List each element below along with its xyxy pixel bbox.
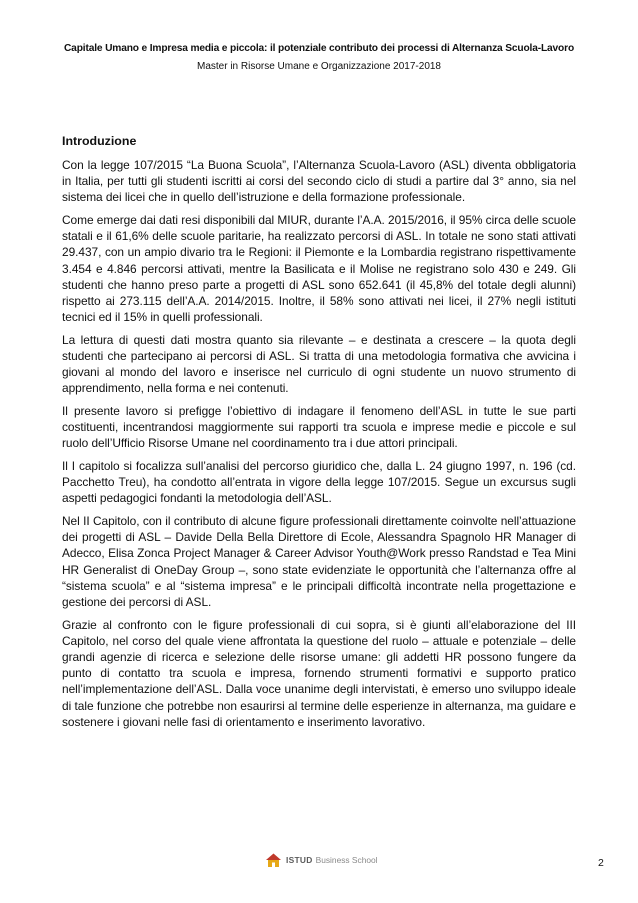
document-body — [62, 133, 576, 736]
section-heading: Introduzione — [62, 134, 137, 148]
paragraph-2: Come emerge dai dati resi disponibili dal MIUR, durante l’A.A. 2015/2016, il 95% circa delle scuole statali e il 61,6% delle scuole paritarie, ha realizzato percorsi di ASL. In totale ne sono stati attivati 29.437, con un ampio divario tra le Regioni: il Piemonte e la Lombardia registrano rispettivamente 3.454 e 4.846 percorsi attivati, mentre la Basilicata e il Molise ne registrano solo 430 e 249. Gli studenti che hanno preso parte a progetti di ASL sono 652.641 (il 45,8% del totale degli alunni) rispetto ai 273.115 dell’A.A. 2014/2015. Inoltre, il 58% sono attivati nei licei, il 27% negli istituti tecnici ed il 15% in quelli professionali. — [62, 213, 576, 325]
document-title: Capitale Umano e Impresa media e piccola: il potenziale contributo dei processi di Alternanza Scuola-Lavoro — [63, 43, 575, 54]
istud-house-logo-icon — [266, 853, 281, 867]
paragraph-1: Con la legge 107/2015 “La Buona Scuola”, l’Alternanza Scuola-Lavoro (ASL) diventa obbligatoria in Italia, per tutti gli studenti iscritti ai corsi del secondo ciclo di studi a partire dal 3° anno, sia nel sistema dei licei che in quello dell’istruzione e della formazione professionale. — [62, 158, 576, 205]
paragraph-5: Il I capitolo si focalizza sull’analisi del percorso giuridico che, dalla L. 24 giugno 1997, n. 196 (cd. Pacchetto Treu), ha condotto all’entrata in vigore della legge 107/2015. Segue un excursus sugli aspetti pedagogici fondanti la metodologia dell’ASL. — [62, 459, 576, 506]
paragraph-4: Il presente lavoro si prefigge l’obiettivo di indagare il fenomeno dell’ASL in tutte le sue parti costituenti, incentrandosi maggiormente sui rapporti tra scuola e imprese medie e piccole e sul ruolo dell’Ufficio Risorse Umane nel coordinamento tra i due attori principali. — [62, 404, 576, 451]
page-number: 2 — [598, 857, 604, 869]
logo-subtitle: Business School — [315, 855, 378, 865]
paragraph-3: La lettura di questi dati mostra quanto sia rilevante – e destinata a crescere – la quota degli studenti che partecipano ai percorsi di ASL. Si tratta di una metodologia formativa che avvicina i giovani al mondo del lavoro e inserisce nel curriculo di ogni studente un nuovo strumento di apprendimento, nella forma e nei contenuti. — [62, 332, 576, 396]
document-subtitle: Master in Risorse Umane e Organizzazione 2017-2018 — [196, 61, 441, 72]
page-header — [0, 42, 638, 73]
footer-logo — [266, 852, 378, 868]
paragraph-7: Grazie al confronto con le figure professionali di cui sopra, si è giunti all’elaborazione del III Capitolo, nel corso del quale viene affrontata la questione del ruolo – attuale e potenziale – delle grandi agenzie di ricerca e selezione delle risorse umane: gli addetti HR possono fungere da punto di contatto tra scuola e impresa, fornendo strumenti formativi e supporto pratico nell’implementazione dell’ASL. Dalla voce unanime degli intervistati, è emerso uno sviluppo ideale di tale funzione che potrebbe non esaurirsi al termine delle esperienze in alternanza, ma guidare e sostenere i giovani nelle fasi di orientamento e inserimento lavorativo. — [62, 617, 576, 729]
logo-name: ISTUD — [286, 855, 313, 865]
paragraph-6: Nel II Capitolo, con il contributo di alcune figure professionali direttamente coinvolte nell’attuazione dei progetti di ASL – Davide Della Bella Direttore di Ecole, Alessandra Spagnolo HR Manager di Adecco, Elisa Zonca Project Manager & Career Advisor Youth@Work presso Randstad e Tea Mini HR Generalist di OneDay Group –, sono state evidenziate le opportunità che l’alternanza offre al “sistema scuola” e al “sistema impresa” e le principali difficoltà incontrate nella progettazione e gestione dei percorsi di ASL. — [62, 514, 576, 610]
